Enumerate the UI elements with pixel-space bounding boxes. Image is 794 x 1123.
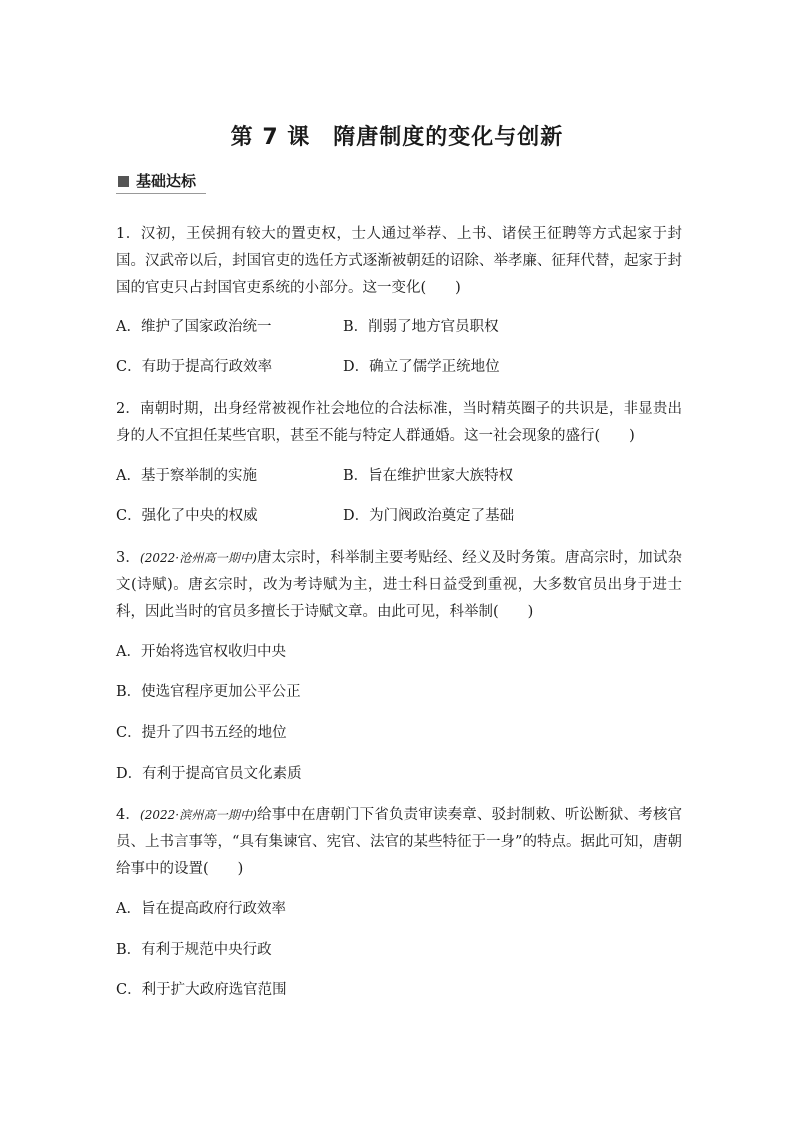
question-3-option-c: C．提升了四书五经的地位: [116, 725, 287, 741]
section-underline: [116, 193, 206, 194]
question-1-option-a: A．维护了国家政治统一: [116, 319, 272, 335]
question-text: 汉初，王侯拥有较大的置吏权，士人通过举荐、上书、诸侯王征聘等方式起家于封国。汉武帝以后，封国官吏的选任方式逐渐被朝廷的诏除、举孝廉、征拜代替，起家于封国的官吏只占封国官吏系统的小部分。这一变化( ): [116, 226, 682, 296]
question-2-option-d: D．为门阀政治奠定了基础: [343, 508, 515, 524]
question-2-option-a: A．基于察举制的实施: [116, 468, 257, 484]
question-number: 2．: [116, 401, 141, 417]
question-3-option-b: B．使选官程序更加公平公正: [116, 684, 301, 700]
question-2-stem: [116, 396, 682, 450]
question-2-option-b: B．旨在维护世家大族特权: [343, 468, 514, 484]
question-text: 给事中在唐朝门下省负责审读奏章、驳封制敕、听讼断狱、考核官员、上书言事等，“具有集谏官、宪官、法官的某些特征于一身”的特点。据此可知，唐朝给事中的设置( ): [116, 807, 683, 877]
question-1-option-b: B．削弱了地方官员职权: [343, 319, 499, 335]
question-2-option-c: C．强化了中央的权威: [116, 508, 258, 524]
question-3-stem: [116, 545, 682, 626]
question-1-option-c: C．有助于提高行政效率: [116, 359, 273, 375]
question-number: 4．: [116, 807, 141, 823]
question-4-option-c: C．利于扩大政府选官范围: [116, 982, 287, 998]
question-4-option-a: A．旨在提高政府行政效率: [116, 901, 286, 917]
question-4-option-b: B．有利于规范中央行政: [116, 942, 272, 958]
question-1-option-d: D．确立了儒学正统地位: [343, 359, 500, 375]
question-source: (2022·沧州高一期中): [140, 551, 257, 565]
section-label: 基础达标: [136, 172, 197, 190]
page-title: 第 7 课 隋唐制度的变化与创新: [230, 125, 564, 150]
question-source: (2022·滨州高一期中): [140, 808, 257, 822]
question-4-stem: [116, 802, 682, 883]
question-text: 南朝时期，出身经常被视作社会地位的合法标准，当时精英圈子的共识是，非显贵出身的人不宜担任某些官职，甚至不能与特定人群通婚。这一社会现象的盛行( ): [116, 401, 682, 444]
square-icon: [118, 176, 129, 187]
question-3-option-a: A．开始将选官权收归中央: [116, 644, 286, 660]
question-number: 1．: [116, 226, 141, 242]
question-number: 3．: [116, 550, 141, 566]
section-header: [116, 171, 206, 193]
question-3-option-d: D．有利于提高官员文化素质: [116, 766, 302, 782]
question-1-stem: [116, 221, 682, 302]
question-text: 唐太宗时，科举制主要考贴经、经义及时务策。唐高宗时，加试杂文(诗赋)。唐玄宗时，改为考诗赋为主，进士科日益受到重视，大多数官员出身于进士科，因此当时的官员多擅长于诗赋文章。由此可见，科举制( ): [116, 550, 683, 620]
